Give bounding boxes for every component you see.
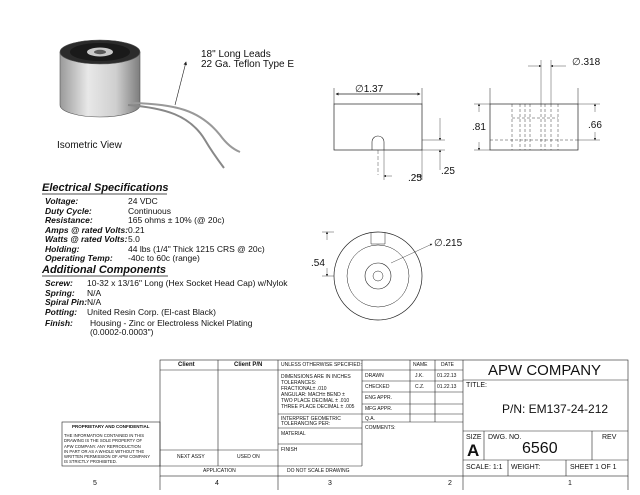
section-view bbox=[474, 60, 600, 150]
tb-dims-in: DIMENSIONS ARE IN INCHES bbox=[281, 374, 351, 380]
tb-prop-text bbox=[64, 433, 150, 465]
tb-fractional: FRACTIONAL± .010 bbox=[281, 386, 327, 392]
dim-bottom-side: .54 bbox=[311, 258, 325, 269]
lead-label-line-1: 18" Long Leads bbox=[201, 49, 271, 60]
tb-client: Client bbox=[178, 362, 195, 368]
tb-mfg-appr: MFG APPR. bbox=[365, 406, 393, 412]
zone-5: 5 bbox=[93, 480, 97, 487]
dim-top-diameter: ∅1.37 bbox=[355, 84, 384, 95]
tb-rev-label: REV bbox=[602, 434, 617, 441]
tb-qa: Q.A. bbox=[365, 416, 376, 422]
dim-bottom-a: .25 bbox=[408, 173, 422, 184]
tb-angular: ANGULAR: MACH± BEND ± bbox=[281, 392, 345, 398]
prop-line: WRITTEN PERMISSION OF APW COMPANY bbox=[64, 454, 151, 460]
bottom-view bbox=[322, 232, 432, 320]
prop-line: DRAWING IS THE SOLE PROPERTY OF bbox=[64, 438, 143, 444]
tb-size-value: A bbox=[467, 441, 480, 460]
tb-drawn-name: J.K. bbox=[415, 373, 424, 379]
tb-client-pn: Client P/N bbox=[234, 362, 263, 368]
zone-2: 2 bbox=[448, 480, 452, 487]
tb-scale: SCALE: 1:1 bbox=[466, 464, 503, 471]
lead-label-line-2: 22 Ga. Teflon Type E bbox=[201, 59, 295, 70]
zone-1: 1 bbox=[568, 480, 572, 487]
tb-unless: UNLESS OTHERWISE SPECIFIED: bbox=[281, 362, 362, 368]
tb-dwg-no-label: DWG. NO. bbox=[488, 434, 522, 441]
tb-two-place: TWO PLACE DECIMAL ± .010 bbox=[281, 398, 350, 404]
tb-interpret: INTERPRET GEOMETRIC bbox=[281, 416, 341, 422]
tb-name: NAME bbox=[413, 362, 428, 368]
tb-material: MATERIAL bbox=[281, 431, 306, 437]
tb-prop-heading: PROPRIETARY AND CONFIDENTIAL bbox=[72, 424, 150, 429]
tb-finish: FINISH bbox=[281, 447, 298, 453]
tb-date: DATE bbox=[441, 362, 454, 368]
tb-checked-date: 01.22.13 bbox=[437, 384, 457, 390]
side-view bbox=[334, 88, 445, 180]
dim-bottom-b: .25 bbox=[441, 166, 455, 177]
finish-label: Finish: bbox=[45, 318, 73, 328]
tb-checked: CHECKED bbox=[365, 384, 390, 390]
tb-comments: COMMENTS: bbox=[365, 425, 396, 431]
tb-do-not-scale: DO NOT SCALE DRAWING bbox=[287, 468, 350, 474]
prop-line: APW COMPANY. ANY REPRODUCTION bbox=[64, 443, 141, 449]
tb-used-on: USED ON bbox=[237, 454, 260, 460]
dim-bore-diameter: ∅.318 bbox=[572, 57, 601, 68]
isometric-view-label: Isometric View bbox=[57, 140, 122, 151]
tb-checked-name: C.Z. bbox=[415, 384, 425, 390]
finish-value-line-2: (0.0002-0.0003") bbox=[90, 327, 154, 337]
dim-overall-height: .81 bbox=[472, 122, 486, 133]
tb-company: APW COMPANY bbox=[488, 362, 602, 379]
tb-eng-appr: ENG APPR. bbox=[365, 395, 392, 401]
electrical-spec-heading: Electrical Specifications bbox=[42, 182, 169, 194]
tb-size-label: SIZE bbox=[466, 434, 482, 441]
dim-right-height: .66 bbox=[588, 120, 602, 131]
tb-next-assy: NEXT ASSY bbox=[177, 454, 205, 460]
prop-line: THE INFORMATION CONTAINED IN THIS bbox=[64, 433, 145, 438]
tb-drawn-date: 01.22.13 bbox=[437, 373, 457, 379]
zone-3: 3 bbox=[328, 480, 332, 487]
prop-line: IS STRICTLY PROHIBITED. bbox=[64, 459, 117, 465]
zone-4: 4 bbox=[215, 480, 219, 487]
tb-weight: WEIGHT: bbox=[511, 464, 541, 471]
tb-drawn: DRAWN bbox=[365, 373, 384, 379]
tb-tolerances: TOLERANCES: bbox=[281, 380, 317, 386]
tb-three-place: THREE PLACE DECIMAL ± .005 bbox=[281, 404, 355, 410]
tb-part-number: P/N: EM137-24-212 bbox=[502, 402, 609, 416]
tb-tolerancing: TOLERANCING PER: bbox=[281, 421, 331, 427]
additional-components-heading: Additional Components bbox=[42, 264, 167, 276]
tb-sheet: SHEET 1 OF 1 bbox=[570, 464, 617, 471]
tb-title-label: TITLE: bbox=[466, 382, 488, 389]
tb-dwg-no: 6560 bbox=[522, 440, 558, 457]
dim-hole-diameter: ∅.215 bbox=[434, 238, 463, 249]
tb-application: APPLICATION bbox=[203, 468, 236, 474]
finish-value-line-1: Housing - Zinc or Electroless Nickel Plating bbox=[90, 318, 253, 328]
prop-line: IN PART OR AS A WHOLE WITHOUT THE bbox=[64, 448, 145, 454]
